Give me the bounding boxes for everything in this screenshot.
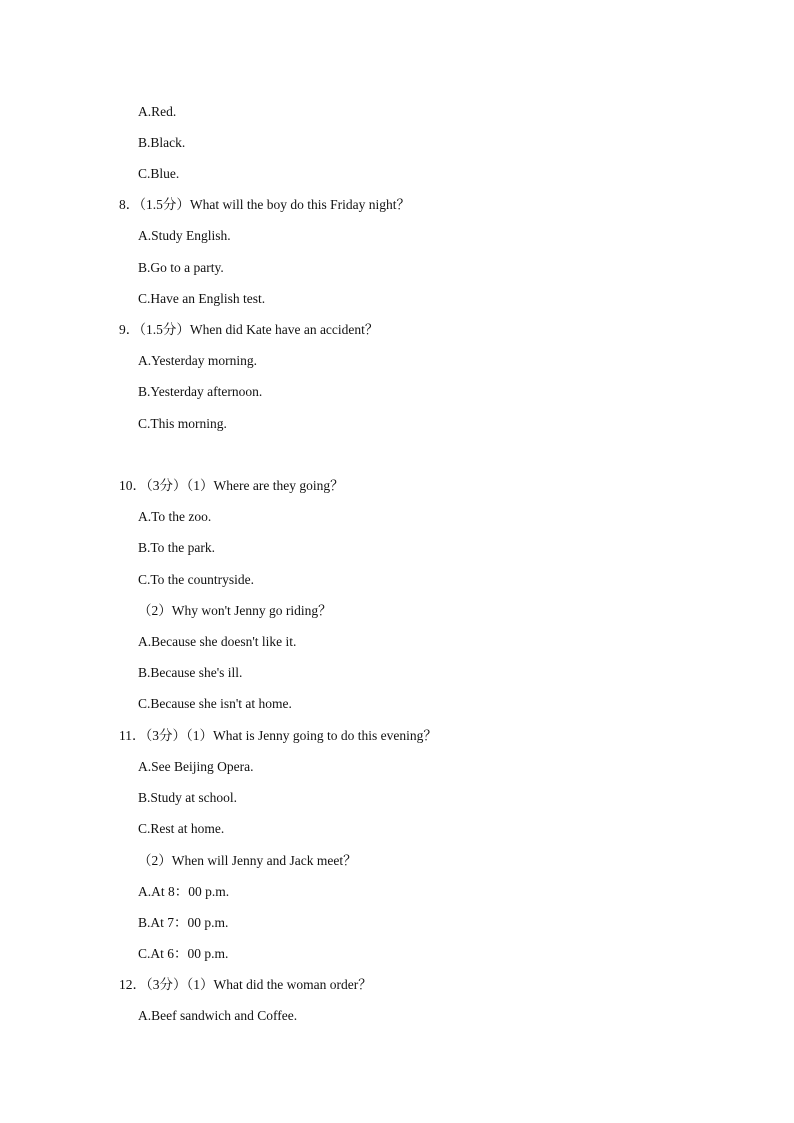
option-10-1b: B.To the park. [138, 540, 216, 555]
question-10: 10．（3分）（1）Where are they going？ [119, 478, 344, 493]
option-8a: A.Study English. [138, 228, 231, 243]
option-11-2c: C.At 6：00 p.m. [138, 946, 229, 961]
question-8: 8．（1.5分）What will the boy do this Friday night？ [119, 197, 410, 212]
option-11-1c: C.Rest at home. [138, 821, 225, 836]
option-10-2c: C.Because she isn't at home. [138, 696, 292, 711]
question-11: 11．（3分）（1）What is Jenny going to do this evening？ [119, 728, 437, 743]
option-11-2a: A.At 8：00 p.m. [138, 884, 230, 899]
question-12: 12．（3分）（1）What did the woman order？ [119, 977, 372, 992]
option-9c: C.This morning. [138, 416, 227, 431]
option-11-2b: B.At 7：00 p.m. [138, 915, 229, 930]
option-8c: C.Have an English test. [138, 291, 266, 306]
option-9b: B.Yesterday afternoon. [138, 384, 263, 399]
question-9: 9．（1.5分）When did Kate have an accident？ [119, 322, 379, 337]
option-10-2b: B.Because she's ill. [138, 665, 243, 680]
option-7b: B.Black. [138, 135, 186, 150]
option-10-2a: A.Because she doesn't like it. [138, 634, 297, 649]
option-7c: C.Blue. [138, 166, 180, 181]
option-12-1a: A.Beef sandwich and Coffee. [138, 1008, 298, 1023]
option-11-1a: A.See Beijing Opera. [138, 759, 254, 774]
option-10-1a: A.To the zoo. [138, 509, 212, 524]
subquestion-10-2: （2）Why won't Jenny go riding？ [138, 603, 332, 618]
option-8b: B.Go to a party. [138, 260, 224, 275]
subquestion-11-2: （2）When will Jenny and Jack meet？ [138, 853, 357, 868]
option-10-1c: C.To the countryside. [138, 572, 255, 587]
option-11-1b: B.Study at school. [138, 790, 238, 805]
option-7a: A.Red. [138, 104, 177, 119]
option-9a: A.Yesterday morning. [138, 353, 257, 368]
